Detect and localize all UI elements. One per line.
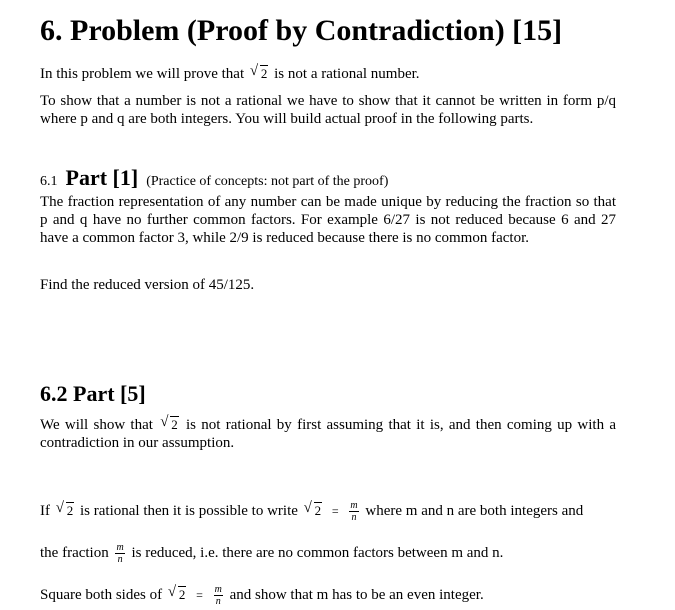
if-text: If xyxy=(40,502,50,519)
section-6-1-heading xyxy=(40,165,388,191)
equals-sign: = xyxy=(331,503,339,518)
page-title: 6. Problem (Proof by Contradiction) [15] xyxy=(40,14,563,47)
square-text-post: and show that m has to be an even integer. xyxy=(229,586,484,603)
para-text-pre: We will show that xyxy=(40,417,153,433)
sqrt-two: √ 2 xyxy=(55,499,74,518)
fraction-line xyxy=(40,542,503,565)
para-text-post: is not rational by first assuming that it is, and then coming up with a contradiction in our assumption. xyxy=(40,417,617,451)
square-text-pre: Square both sides of xyxy=(40,586,163,603)
intro-paragraph: To show that a number is not a rational we have to show that it cannot be written in form p/q where p and q are both integers. You will build actual proof in the following parts. xyxy=(40,93,616,127)
sqrt-two: √ 2 xyxy=(249,63,268,81)
if-mid-text: is rational then it is possible to write xyxy=(80,502,298,519)
if-line xyxy=(40,500,583,523)
section-6-1-task: Find the reduced version of 45/125. xyxy=(40,277,255,293)
intro-text-pre: In this problem we will prove that xyxy=(40,66,245,82)
sqrt-two: √ 2 xyxy=(303,499,322,518)
if-post-text: where m and n are both integers and xyxy=(365,502,584,519)
section-6-2-heading: 6.2 Part [5] xyxy=(40,381,146,406)
section-6-2-paragraph xyxy=(40,416,616,452)
sqrt-two: √ 2 xyxy=(160,414,178,432)
fraction-m-over-n: $\frac{m}{n}$ xyxy=(214,584,222,607)
equals-sign: = xyxy=(196,587,203,602)
fraction-text-post: is reduced, i.e. there are no common factors between m and n. xyxy=(131,544,504,561)
intro-line xyxy=(40,65,420,83)
sqrt-two: √ 2 xyxy=(167,583,186,602)
section-6-1-paragraph: The fraction representation of any number can be made unique by reducing the fraction so that p and q have no further common factors. For example 6/27 is not reduced because 6 and 27 have a common factor 3, while 2/9 is reduced because there is no common factor. xyxy=(40,194,616,246)
intro-text-post: is not a rational number. xyxy=(274,66,420,82)
sqrt-radicand: 2 xyxy=(260,66,268,81)
fraction-m-over-n: $\frac{m}{n}$ xyxy=(350,500,358,523)
section-note: (Practice of concepts: not part of the proof) xyxy=(146,174,389,189)
fraction-m-over-n: $\frac{m}{n}$ xyxy=(116,542,124,565)
square-line xyxy=(40,584,484,607)
fraction-text-pre: the fraction xyxy=(40,544,109,561)
section-number: 6.1 xyxy=(40,174,58,189)
section-title: Part [1] xyxy=(65,165,139,190)
